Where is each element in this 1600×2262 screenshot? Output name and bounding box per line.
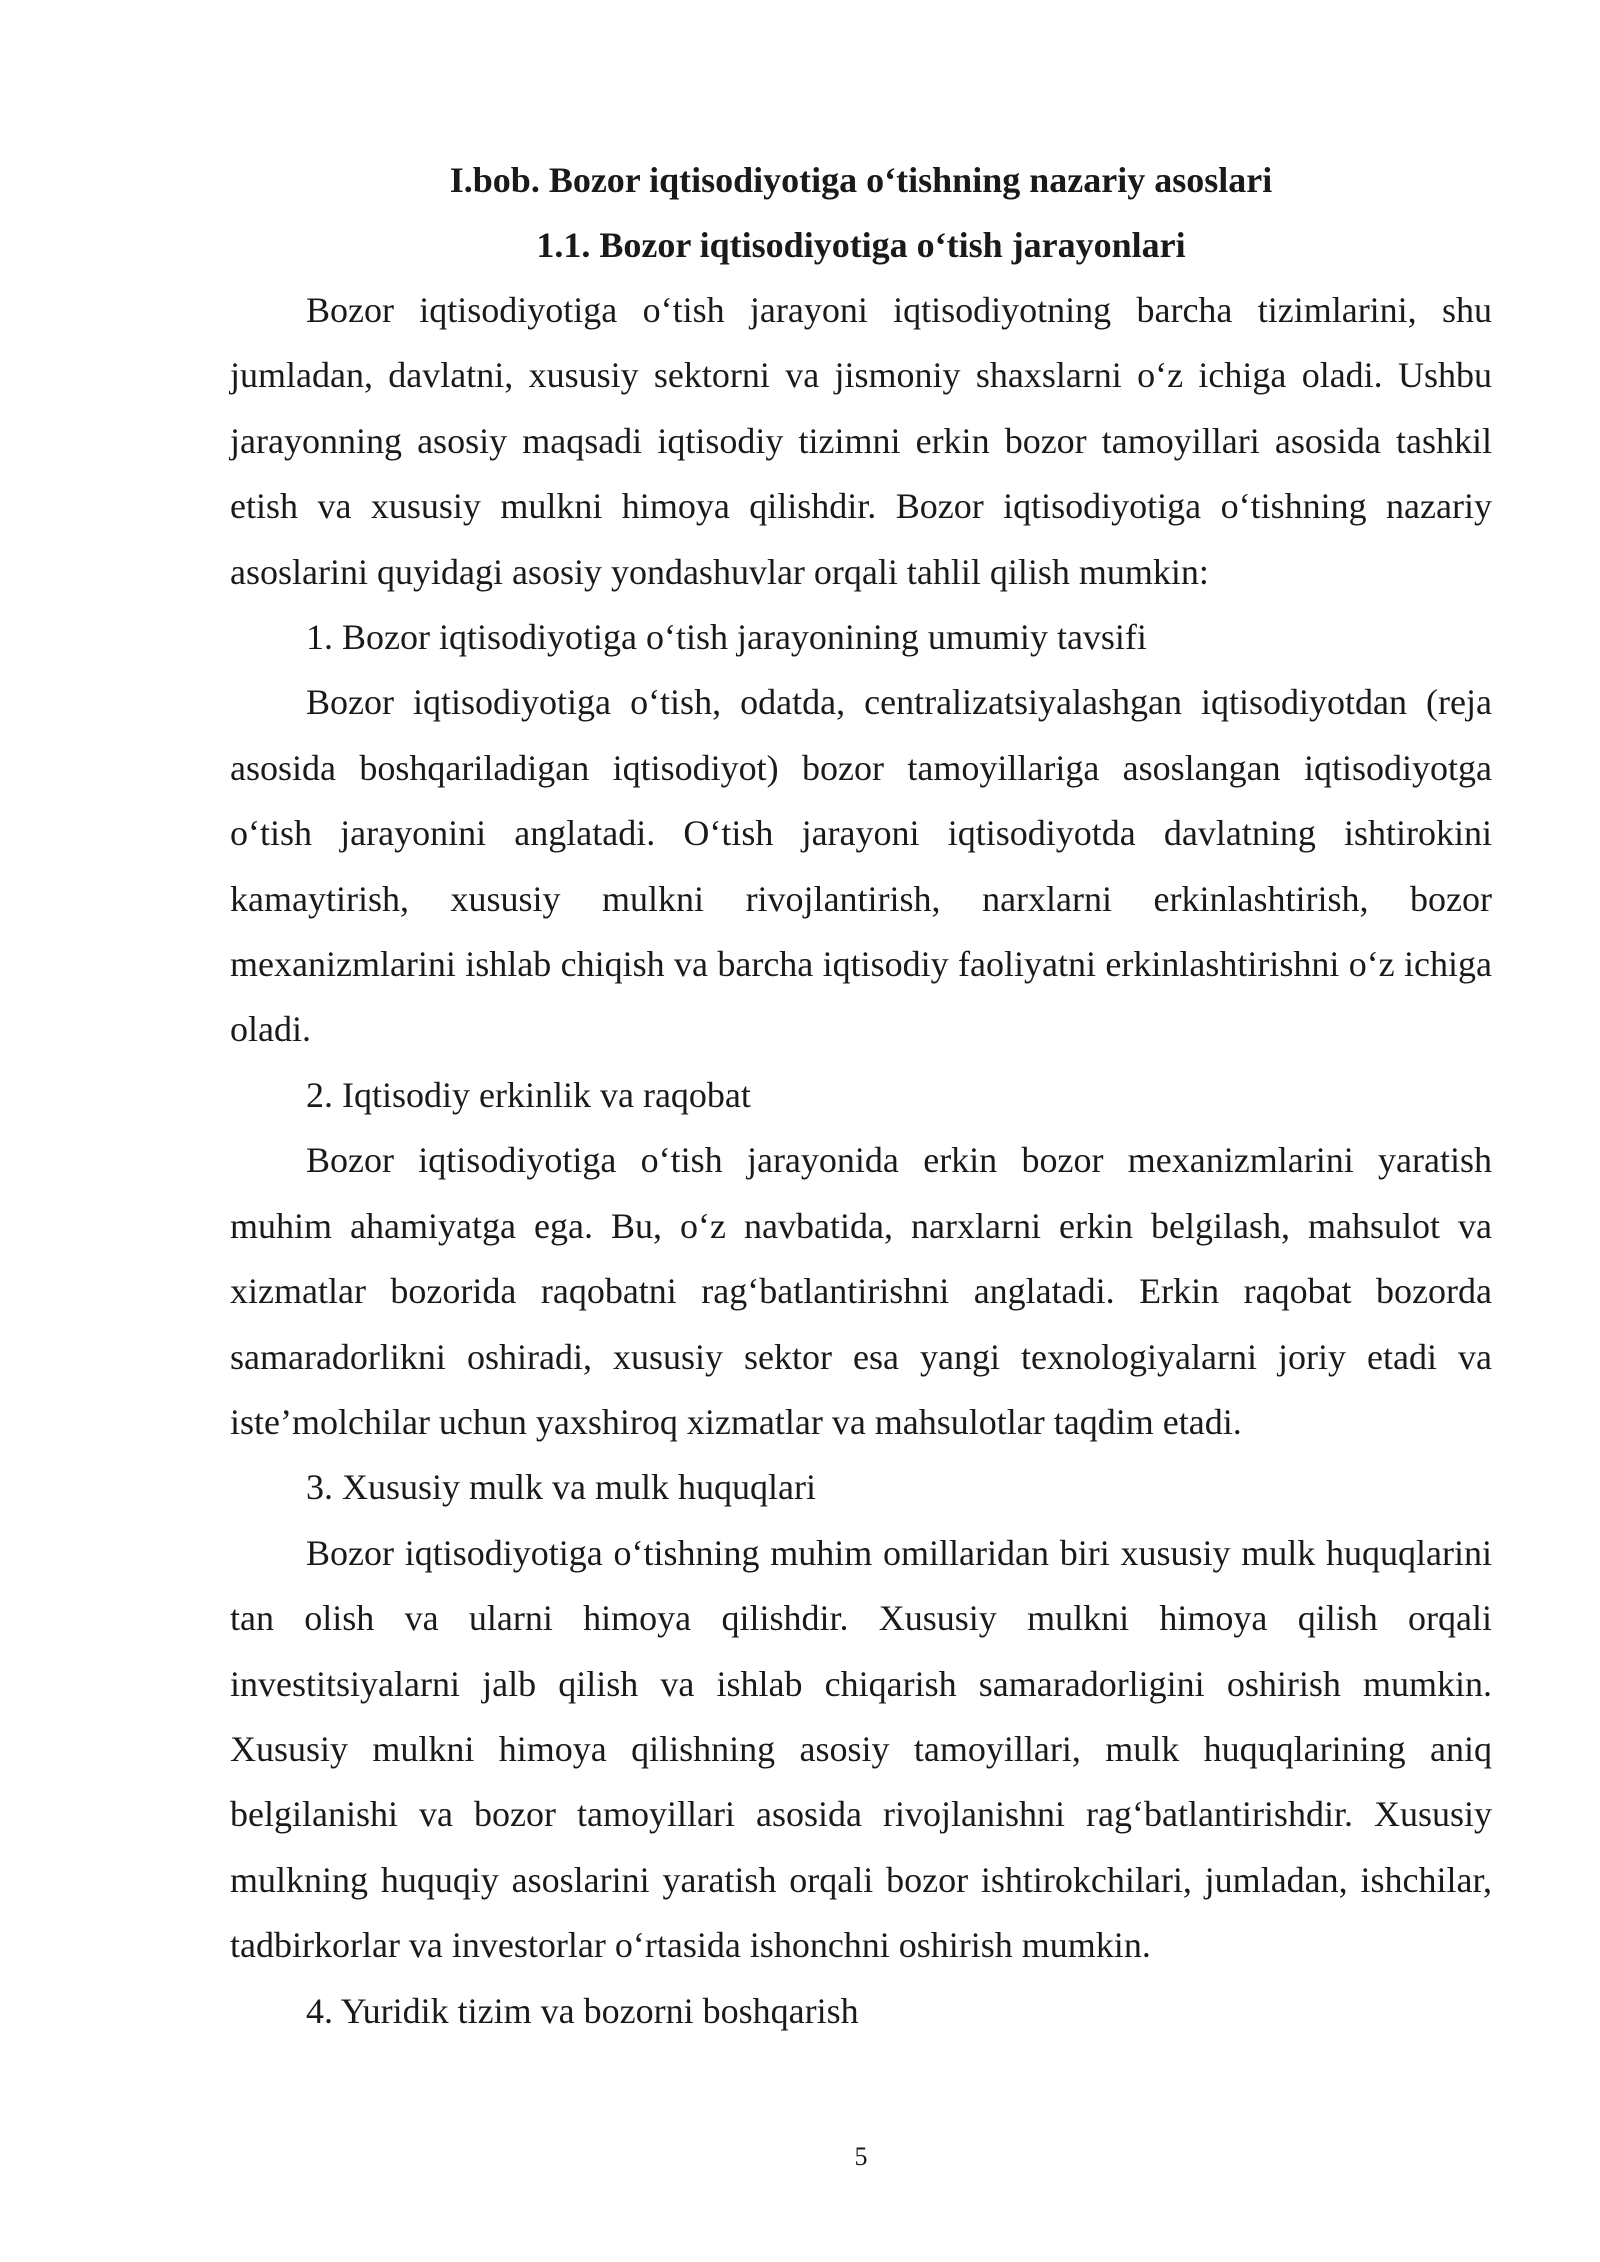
- subsection-heading-1: 1. Bozor iqtisodiyotiga o‘tish jarayonining umumiy tavsifi: [306, 617, 1147, 658]
- intro-paragraph: Bozor iqtisodiyotiga o‘tish jarayoni iqtisodiyotning barcha tizimlarini, shu jumladan, davlatni, xususiy sektorni va jismoniy shaxslarni o‘z ichiga oladi. Ushbu jarayonning asosiy maqsadi iqtisodiy tizimni erkin bozor tamoyillari asosida tashkil etish va xususiy mulkni himoya qilishdir. Bozor iqtisodiyotiga o‘tishning nazariy asoslarini quyidagi asosiy yondashuvlar orqali tahlil qilish mumkin:: [230, 290, 1492, 592]
- subsection-paragraph-3: Bozor iqtisodiyotiga o‘tishning muhim omillaridan biri xususiy mulk huquqlarini tan olish va ularni himoya qilishdir. Xususiy mulkni himoya qilish orqali investitsiyalarni jalb qilish va ishlab chiqarish samaradorligini oshirish mumkin. Xususiy mulkni himoya qilishning asosiy tamoyillari, mulk huquqlarining aniq belgilanishi va bozor tamoyillari asosida rivojlanishni rag‘batlantirishdir. Xususiy mulkning huquqiy asoslarini yaratish orqali bozor ishtirokchilari, jumladan, ishchilar, tadbirkorlar va investorlar o‘rtasida ishonchni oshirish mumkin.: [230, 1532, 1492, 1966]
- section-title: 1.1. Bozor iqtisodiyotiga o‘tish jarayonlari: [536, 225, 1186, 265]
- document-page: [230, 148, 1492, 2044]
- subsection-paragraph-2: Bozor iqtisodiyotiga o‘tish jarayonida erkin bozor mexanizmlarini yaratish muhim ahamiyatga ega. Bu, o‘z navbatida, narxlarni erkin belgilash, mahsulot va xizmatlar bozorida raqobatni rag‘batlantirishni anglatadi. Erkin raqobat bozorda samaradorlikni oshiradi, xususiy sektor esa yangi texnologiyalarni joriy etadi va iste’molchilar uchun yaxshiroq xizmatlar va mahsulotlar taqdim etadi.: [230, 1140, 1492, 1442]
- subsection-paragraph-1: Bozor iqtisodiyotiga o‘tish, odatda, centralizatsiyalashgan iqtisodiyotdan (reja asosida boshqariladigan iqtisodiyot) bozor tamoyillariga asoslangan iqtisodiyotga o‘tish jarayonini anglatadi. O‘tish jarayoni iqtisodiyotda davlatning ishtirokini kamaytirish, xususiy mulkni rivojlantirish, narxlarni erkinlashtirish, bozor mexanizmlarini ishlab chiqish va barcha iqtisodiy faoliyatni erkinlashtirishni o‘z ichiga oladi.: [230, 682, 1492, 1050]
- chapter-title: I.bob. Bozor iqtisodiyotiga o‘tishning nazariy asoslari: [449, 160, 1273, 200]
- subsection-heading-4: 4. Yuridik tizim va bozorni boshqarish: [306, 1990, 859, 2031]
- subsection-heading-2: 2. Iqtisodiy erkinlik va raqobat: [306, 1074, 751, 1115]
- subsection-heading-3: 3. Xususiy mulk va mulk huquqlari: [306, 1467, 816, 1508]
- page-number: 5: [854, 2142, 868, 2171]
